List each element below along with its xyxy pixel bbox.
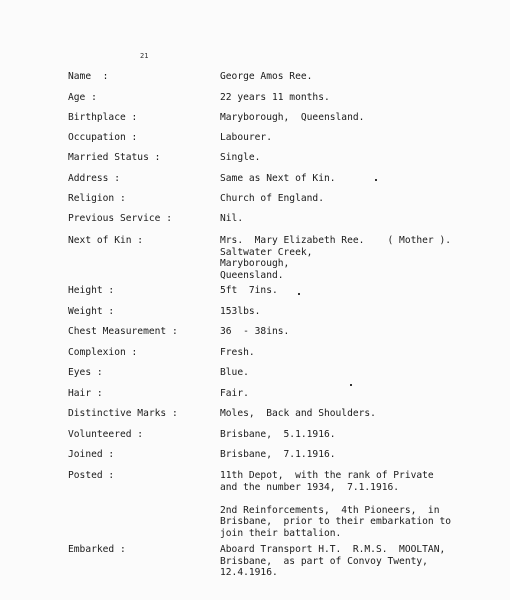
page-marker: 21 [140, 52, 149, 60]
field-value: Mrs. Mary Elizabeth Ree. ( Mother ). Saltwater Creek, Maryborough, Queensland. [220, 235, 452, 281]
field-value: Brisbane, 7.1.1916. [220, 449, 336, 460]
scan-speck [375, 179, 377, 181]
field-value: George Amos Ree. [220, 71, 313, 82]
scan-speck [350, 384, 352, 386]
field-value: Same as Next of Kin. [220, 173, 336, 184]
field-value: 22 years 11 months. [220, 92, 330, 103]
field-label: Eyes : [68, 367, 103, 378]
field-value: 36 - 38ins. [220, 326, 290, 337]
field-label: Joined : [68, 449, 115, 460]
field-value: Nil. [220, 213, 244, 224]
field-label: Weight : [68, 306, 115, 317]
field-label: Previous Service : [68, 213, 172, 224]
field-label: Next of Kin : [68, 235, 144, 246]
field-value: Church of England. [220, 193, 324, 204]
field-value: Blue. [220, 367, 249, 378]
field-label: Address : [68, 173, 120, 184]
field-value: 11th Depot, with the rank of Private and the number 1934, 7.1.1916. 2nd Reinforcements, 4th Pioneers, in Brisbane, prior to their embarkation to join their battalion. [220, 470, 452, 539]
field-label: Posted : [68, 470, 115, 481]
field-value: Single. [220, 152, 261, 163]
field-value: 153lbs. [220, 306, 261, 317]
field-label: Volunteered : [68, 429, 144, 440]
field-label: Religion : [68, 193, 126, 204]
field-label: Distinctive Marks : [68, 408, 178, 419]
field-label: Birthplace : [68, 112, 138, 123]
field-value: Labourer. [220, 132, 272, 143]
field-value: Fresh. [220, 347, 255, 358]
field-label: Embarked : [68, 544, 126, 555]
field-label: Name : [68, 71, 109, 82]
field-label: Complexion : [68, 347, 138, 358]
field-label: Chest Measurement : [68, 326, 178, 337]
field-label: Age : [68, 92, 97, 103]
field-label: Married Status : [68, 152, 161, 163]
field-value: Moles, Back and Shoulders. [220, 408, 376, 419]
field-value: 5ft 7ins. [220, 285, 278, 296]
field-label: Hair : [68, 388, 103, 399]
field-value: Maryborough, Queensland. [220, 112, 365, 123]
field-label: Height : [68, 285, 115, 296]
scan-speck [298, 293, 300, 295]
field-value: Brisbane, 5.1.1916. [220, 429, 336, 440]
field-value: Fair. [220, 388, 249, 399]
field-value: Aboard Transport H.T. R.M.S. MOOLTAN, Brisbane, as part of Convoy Twenty, 12.4.1916. [220, 544, 446, 578]
field-label: Occupation : [68, 132, 138, 143]
